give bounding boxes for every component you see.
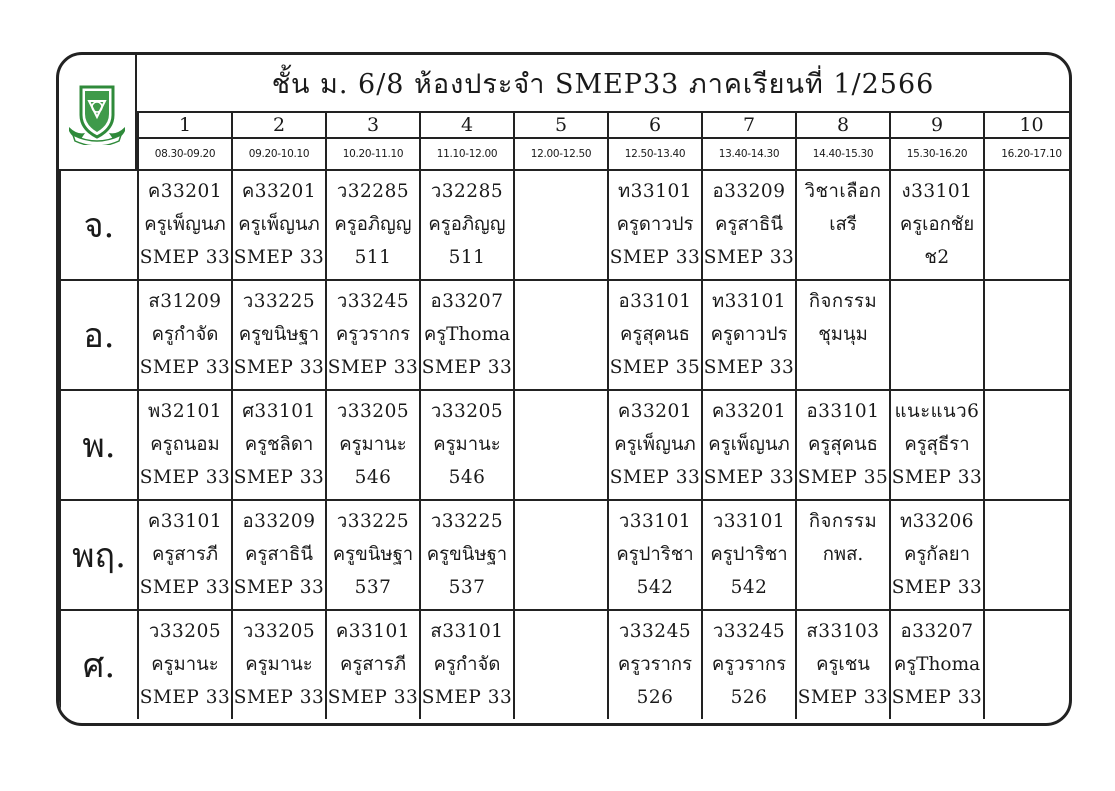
room	[797, 571, 889, 604]
teacher-name: ครูมานะ	[433, 434, 501, 455]
period-time: 10.20-11.10	[326, 138, 420, 170]
room: SMEP 33	[327, 687, 419, 708]
period-number: 10	[984, 113, 1072, 138]
subject-code: ว32285	[336, 181, 410, 202]
subject-code: ค33101	[335, 621, 411, 642]
teacher-name: ครูขนิษฐา	[332, 544, 414, 565]
subject-code: ว33205	[148, 621, 222, 642]
teacher-name	[985, 648, 1072, 681]
teacher-name	[515, 208, 607, 241]
teacher-name: ครูสาธินี	[715, 214, 783, 235]
schedule-cell	[796, 170, 890, 280]
subject-code	[891, 285, 983, 318]
subject-code	[515, 615, 607, 648]
room: 526	[636, 687, 674, 708]
schedule-cell	[608, 390, 702, 500]
room: SMEP 33	[891, 467, 983, 488]
teacher-name: ครูปาริชา	[710, 544, 788, 565]
teacher-name: ครูถนอม	[150, 434, 220, 455]
subject-code: อ33209	[712, 181, 786, 202]
subject-code: กิจกรรม	[808, 291, 878, 312]
subject-code: ว33205	[242, 621, 316, 642]
subject-code: ว33205	[430, 401, 504, 422]
day-label: จ.	[60, 170, 138, 280]
subject-code: ว33225	[336, 511, 410, 532]
period-time: 12.50-13.40	[608, 138, 702, 170]
room: SMEP 33	[139, 357, 231, 378]
subject-code: ว33101	[618, 511, 692, 532]
subject-code: ศ33101	[242, 401, 316, 422]
day-label: พ.	[60, 390, 138, 500]
subject-code: กิจกรรม	[808, 511, 878, 532]
room: SMEP 33	[421, 687, 513, 708]
teacher-name	[515, 428, 607, 461]
teacher-name: ครูสุคนธ	[808, 434, 878, 455]
teacher-name: เสรี	[829, 214, 857, 235]
room: SMEP 33	[891, 577, 983, 598]
subject-code	[515, 285, 607, 318]
schedule-cell	[138, 280, 232, 390]
teacher-name: ครูอภิญญ	[334, 214, 412, 235]
schedule-cell	[138, 170, 232, 280]
subject-code: ส31209	[148, 291, 222, 312]
schedule-cell	[138, 610, 232, 719]
teacher-name	[891, 318, 983, 351]
room: SMEP 33	[139, 247, 231, 268]
schedule-cell	[608, 170, 702, 280]
room: 526	[730, 687, 768, 708]
teacher-name: ครูเพ็ญนภ	[614, 434, 696, 455]
subject-code: ว33245	[336, 291, 410, 312]
room: SMEP 33	[233, 687, 325, 708]
room: 537	[354, 577, 392, 598]
subject-code	[985, 505, 1072, 538]
period-time: 11.10-12.00	[420, 138, 514, 170]
room: SMEP 35	[797, 467, 889, 488]
subject-code: แนะแนว6	[894, 401, 980, 422]
room: SMEP 33	[233, 467, 325, 488]
subject-code: อ33209	[242, 511, 316, 532]
schedule-cell	[138, 390, 232, 500]
room: 511	[354, 247, 392, 268]
schedule-cell	[138, 500, 232, 610]
subject-code: ว32285	[430, 181, 504, 202]
room	[515, 681, 607, 714]
room: SMEP 33	[703, 247, 795, 268]
schedule-cell	[984, 610, 1072, 719]
teacher-name: ครูสารภี	[151, 544, 219, 565]
period-number: 7	[702, 113, 796, 138]
period-number-row	[60, 113, 1072, 138]
schedule-cell	[796, 390, 890, 500]
teacher-name: ครูขนิษฐา	[238, 324, 320, 345]
teacher-name	[985, 208, 1072, 241]
room: SMEP 33	[703, 467, 795, 488]
subject-code: ส33103	[806, 621, 880, 642]
subject-code: อ33207	[430, 291, 504, 312]
room: 537	[448, 577, 486, 598]
schedule-cell	[608, 610, 702, 719]
schedule-cell	[890, 280, 984, 390]
schedule-cell	[232, 500, 326, 610]
schedule-cell	[796, 610, 890, 719]
schedule-cell	[608, 280, 702, 390]
schedule-cell	[420, 170, 514, 280]
schedule-cell	[890, 390, 984, 500]
schedule-cell	[232, 170, 326, 280]
corner-blank	[60, 113, 138, 138]
teacher-name: ครูวรากร	[617, 654, 693, 675]
room: SMEP 33	[233, 577, 325, 598]
teacher-name	[515, 538, 607, 571]
teacher-name: ครูเพ็ญนภ	[238, 214, 320, 235]
room	[515, 571, 607, 604]
day-label: ศ.	[60, 610, 138, 719]
room: SMEP 33	[139, 577, 231, 598]
room: SMEP 33	[891, 687, 983, 708]
teacher-name: กพส.	[822, 544, 864, 565]
teacher-name: ครูเพ็ญนภ	[144, 214, 226, 235]
room	[985, 351, 1072, 384]
teacher-name: ครูปาริชา	[616, 544, 694, 565]
subject-code	[985, 615, 1072, 648]
period-time: 13.40-14.30	[702, 138, 796, 170]
room: 511	[448, 247, 486, 268]
subject-code: ส33101	[430, 621, 504, 642]
schedule-cell	[514, 280, 608, 390]
period-number: 9	[890, 113, 984, 138]
subject-code: ว33205	[336, 401, 410, 422]
schedule-cell	[702, 610, 796, 719]
period-time-row	[60, 138, 1072, 170]
room: SMEP 33	[233, 247, 325, 268]
room	[515, 241, 607, 274]
teacher-name: ครูวรากร	[711, 654, 787, 675]
teacher-name	[985, 428, 1072, 461]
subject-code: ว33225	[430, 511, 504, 532]
schedule-cell	[232, 610, 326, 719]
schedule-cell	[514, 390, 608, 500]
period-time: 15.30-16.20	[890, 138, 984, 170]
corner-blank	[60, 138, 138, 170]
teacher-name: ครูดาวปร	[710, 324, 788, 345]
subject-code	[985, 285, 1072, 318]
subject-code: ค33201	[147, 181, 223, 202]
teacher-name	[515, 318, 607, 351]
teacher-name: ครูมานะ	[151, 654, 219, 675]
teacher-name	[985, 538, 1072, 571]
schedule-cell	[890, 610, 984, 719]
period-time: 08.30-09.20	[138, 138, 232, 170]
schedule-cell	[326, 610, 420, 719]
room	[515, 351, 607, 384]
schedule-cell	[420, 390, 514, 500]
teacher-name: ครูเอกชัย	[899, 214, 975, 235]
day-row	[60, 500, 1072, 610]
room	[985, 241, 1072, 274]
schedule-cell	[890, 170, 984, 280]
schedule-cell	[326, 170, 420, 280]
teacher-name: ครูสาธินี	[245, 544, 313, 565]
room: SMEP 33	[797, 687, 889, 708]
period-number: 5	[514, 113, 608, 138]
room: 546	[354, 467, 392, 488]
schedule-cell	[420, 280, 514, 390]
teacher-name: ครูสุธีรา	[904, 434, 970, 455]
teacher-name: ชุมนุม	[818, 324, 868, 345]
schedule-cell	[702, 500, 796, 610]
subject-code: ค33201	[711, 401, 787, 422]
day-row	[60, 610, 1072, 719]
subject-code: ง33101	[901, 181, 973, 202]
subject-code: ค33201	[241, 181, 317, 202]
subject-code	[515, 175, 607, 208]
room: SMEP 33	[139, 467, 231, 488]
period-number: 3	[326, 113, 420, 138]
period-number: 1	[138, 113, 232, 138]
schedule-cell	[984, 170, 1072, 280]
day-row	[60, 170, 1072, 280]
schedule-cell	[984, 390, 1072, 500]
subject-code: ว33245	[618, 621, 692, 642]
teacher-name: ครูเพ็ญนภ	[708, 434, 790, 455]
subject-code: ท33101	[617, 181, 693, 202]
subject-code	[515, 395, 607, 428]
teacher-name: ครูกำจัด	[151, 324, 219, 345]
room: 542	[636, 577, 674, 598]
room: SMEP 33	[233, 357, 325, 378]
period-time: 09.20-10.10	[232, 138, 326, 170]
subject-code: พ32101	[147, 401, 223, 422]
schedule-cell	[326, 280, 420, 390]
page-title: ชั้น ม. 6/8 ห้องประจำ SMEP33 ภาคเรียนที่ 1/2566	[137, 55, 1069, 113]
subject-code	[985, 395, 1072, 428]
subject-code: อ33207	[900, 621, 974, 642]
teacher-name	[985, 318, 1072, 351]
room: ช2	[924, 247, 950, 268]
schedule-cell	[796, 500, 890, 610]
schedule-cell	[326, 500, 420, 610]
schedule-cell	[420, 500, 514, 610]
teacher-name: ครูThoma	[423, 324, 511, 345]
subject-code: ค33101	[147, 511, 223, 532]
teacher-name: ครูสุคนธ	[620, 324, 690, 345]
teacher-name: ครูดาวปร	[616, 214, 694, 235]
period-number: 8	[796, 113, 890, 138]
teacher-name: ครูกำจัด	[433, 654, 501, 675]
teacher-name: ครูชลิดา	[244, 434, 314, 455]
schedule-cell	[702, 170, 796, 280]
room: SMEP 33	[609, 467, 701, 488]
day-label: อ.	[60, 280, 138, 390]
schedule-cell	[232, 280, 326, 390]
room	[985, 571, 1072, 604]
day-row	[60, 390, 1072, 500]
period-number: 4	[420, 113, 514, 138]
teacher-name: ครูสารภี	[339, 654, 407, 675]
subject-code: วิชาเลือก	[804, 181, 882, 202]
subject-code: อ33101	[618, 291, 692, 312]
room: SMEP 33	[421, 357, 513, 378]
teacher-name: ครูอภิญญ	[428, 214, 506, 235]
schedule-cell	[984, 500, 1072, 610]
room	[985, 681, 1072, 714]
room: SMEP 33	[327, 357, 419, 378]
day-label: พฤ.	[60, 500, 138, 610]
schedule-cell	[420, 610, 514, 719]
day-row	[60, 280, 1072, 390]
room: SMEP 33	[139, 687, 231, 708]
schedule-cell	[796, 280, 890, 390]
subject-code: ว33245	[712, 621, 786, 642]
teacher-name: ครูขนิษฐา	[426, 544, 508, 565]
teacher-name: ครูมานะ	[245, 654, 313, 675]
subject-code: ค33201	[617, 401, 693, 422]
teacher-name: ครูThoma	[893, 654, 981, 675]
schedule-cell	[326, 390, 420, 500]
period-number: 2	[232, 113, 326, 138]
teacher-name: ครูกัลยา	[903, 544, 971, 565]
schedule-cell	[608, 500, 702, 610]
subject-code	[515, 505, 607, 538]
room: SMEP 33	[703, 357, 795, 378]
schedule-cell	[702, 280, 796, 390]
period-time: 14.40-15.30	[796, 138, 890, 170]
period-time: 16.20-17.10	[984, 138, 1072, 170]
room	[985, 461, 1072, 494]
subject-code: ท33206	[899, 511, 975, 532]
room: 542	[730, 577, 768, 598]
room	[515, 461, 607, 494]
room: SMEP 33	[609, 247, 701, 268]
room: SMEP 35	[609, 357, 701, 378]
room	[797, 241, 889, 274]
subject-code: อ33101	[806, 401, 880, 422]
subject-code	[985, 175, 1072, 208]
teacher-name: ครูเชน	[816, 654, 870, 675]
schedule-cell	[984, 280, 1072, 390]
schedule-cell	[514, 170, 608, 280]
timetable-frame	[56, 52, 1072, 726]
room: 546	[448, 467, 486, 488]
schedule-cell	[514, 500, 608, 610]
room	[891, 351, 983, 384]
schedule-cell	[514, 610, 608, 719]
teacher-name: ครูวรากร	[335, 324, 411, 345]
schedule-table	[59, 113, 1072, 719]
subject-code: ท33101	[711, 291, 787, 312]
period-time: 12.00-12.50	[514, 138, 608, 170]
subject-code: ว33101	[712, 511, 786, 532]
schedule-cell	[232, 390, 326, 500]
room	[797, 351, 889, 384]
subject-code: ว33225	[242, 291, 316, 312]
schedule-cell	[890, 500, 984, 610]
schedule-cell	[702, 390, 796, 500]
teacher-name: ครูมานะ	[339, 434, 407, 455]
teacher-name	[515, 648, 607, 681]
period-number: 6	[608, 113, 702, 138]
